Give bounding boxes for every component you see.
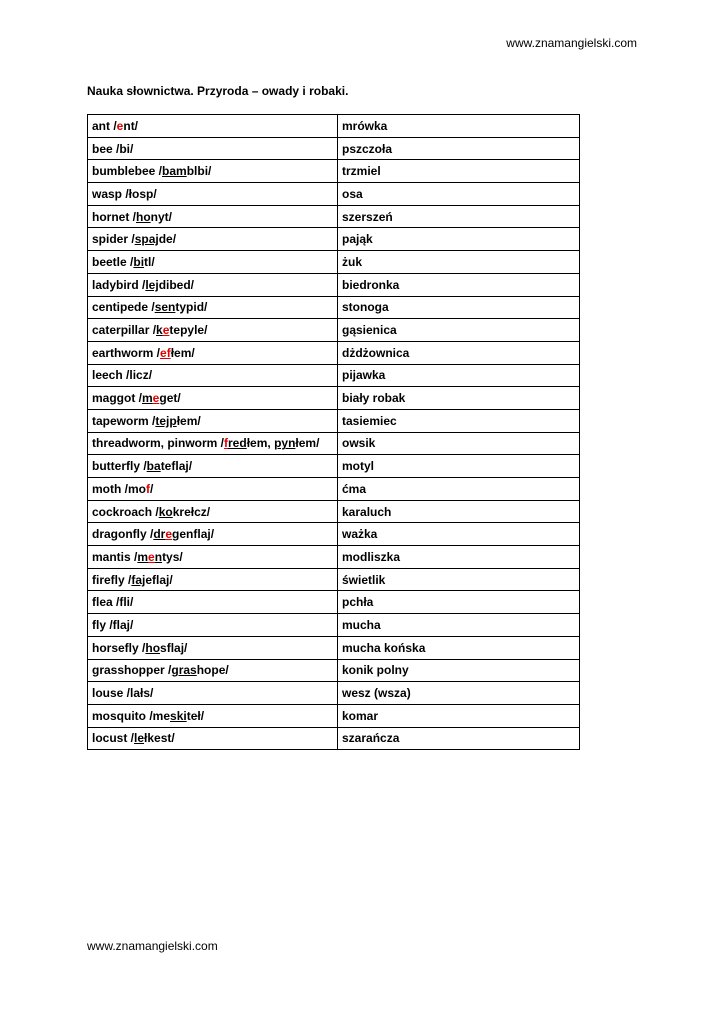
term-segment: de/ <box>158 232 177 247</box>
polish-translation: ważka <box>338 523 580 546</box>
term-segment: ant / <box>92 118 117 133</box>
vocab-row <box>88 432 580 455</box>
term-segment: łem, <box>246 436 275 451</box>
polish-translation: świetlik <box>338 568 580 591</box>
term-segment: łkest/ <box>144 731 175 746</box>
term-segment: earthworm / <box>92 345 161 360</box>
vocab-row <box>88 659 580 682</box>
term-segment: łem/ <box>176 413 201 428</box>
term-segment: eflaj/ <box>145 572 173 587</box>
term-segment: butterfly / <box>92 459 147 474</box>
term-segment: ef <box>160 345 171 360</box>
term-segment: f <box>146 481 150 496</box>
term-segment: leech /licz/ <box>92 368 153 383</box>
polish-translation: wesz (wsza) <box>338 682 580 705</box>
vocab-row <box>88 682 580 705</box>
term-segment: m <box>137 549 149 564</box>
term-segment: louse /lałs/ <box>92 686 154 701</box>
english-term <box>88 636 338 659</box>
polish-translation: mrówka <box>338 115 580 138</box>
vocab-row <box>88 455 580 478</box>
vocab-row <box>88 704 580 727</box>
term-segment: e <box>162 323 170 338</box>
polish-translation: ćma <box>338 478 580 501</box>
term-segment: krełcz/ <box>172 504 211 519</box>
term-segment: dr <box>153 527 166 542</box>
vocab-row <box>88 205 580 228</box>
polish-translation: szerszeń <box>338 205 580 228</box>
vocab-row <box>88 183 580 206</box>
term-segment: le <box>134 731 145 746</box>
term-segment: ho <box>136 209 151 224</box>
term-segment: fly /flaj/ <box>92 617 134 632</box>
polish-translation: osa <box>338 183 580 206</box>
term-segment: ba <box>146 459 161 474</box>
term-segment: tl/ <box>144 254 155 269</box>
footer-url: www.znamangielski.com <box>87 939 218 953</box>
english-term <box>88 387 338 410</box>
english-term <box>88 251 338 274</box>
term-segment: łem/ <box>170 345 195 360</box>
vocab-row <box>88 636 580 659</box>
term-segment: tapeworm / <box>92 413 156 428</box>
term-segment: tys/ <box>162 549 183 564</box>
term-segment: łem/ <box>295 436 320 451</box>
term-segment: nyt/ <box>150 209 173 224</box>
polish-translation: pchła <box>338 591 580 614</box>
term-segment: blbi/ <box>186 164 212 179</box>
english-term <box>88 137 338 160</box>
english-term <box>88 455 338 478</box>
term-segment: get/ <box>159 391 181 406</box>
polish-translation: stonoga <box>338 296 580 319</box>
vocab-row <box>88 500 580 523</box>
vocab-row <box>88 387 580 410</box>
polish-translation: mucha końska <box>338 636 580 659</box>
vocab-row <box>88 478 580 501</box>
term-segment: nt/ <box>123 118 139 133</box>
polish-translation: konik polny <box>338 659 580 682</box>
polish-translation: biedronka <box>338 273 580 296</box>
english-term <box>88 478 338 501</box>
term-segment: f <box>224 436 229 451</box>
term-segment: sen <box>154 300 176 315</box>
vocab-row <box>88 409 580 432</box>
english-term <box>88 409 338 432</box>
term-segment: horsefly / <box>92 640 146 655</box>
term-segment: firefly / <box>92 572 132 587</box>
vocabulary-table-body <box>88 115 580 750</box>
polish-translation: tasiemiec <box>338 409 580 432</box>
term-segment: m <box>142 391 153 406</box>
term-segment: tejp <box>155 413 177 428</box>
term-segment: grasshopper / <box>92 663 172 678</box>
term-segment: n <box>154 549 163 564</box>
term-segment: cockroach / <box>92 504 159 519</box>
term-segment: bi <box>133 254 145 269</box>
english-term <box>88 115 338 138</box>
term-segment: e <box>165 527 173 542</box>
term-segment: dragonfly / <box>92 527 154 542</box>
term-segment: faj <box>131 572 146 587</box>
english-term <box>88 523 338 546</box>
polish-translation: pszczoła <box>338 137 580 160</box>
term-segment: ski <box>170 708 187 723</box>
term-segment: ho <box>145 640 161 655</box>
term-segment: mosquito /me <box>92 708 171 723</box>
vocab-row <box>88 251 580 274</box>
term-segment: teflaj/ <box>160 459 193 474</box>
term-segment: spider / <box>92 232 135 247</box>
term-segment: lej <box>145 277 159 292</box>
vocab-row <box>88 160 580 183</box>
term-segment: spaj <box>134 232 159 247</box>
term-segment: moth /mo <box>92 481 146 496</box>
english-term <box>88 591 338 614</box>
english-term <box>88 319 338 342</box>
term-segment: teł/ <box>186 708 205 723</box>
polish-translation: modliszka <box>338 546 580 569</box>
english-term <box>88 364 338 387</box>
english-term <box>88 160 338 183</box>
term-segment: e <box>116 118 124 133</box>
polish-translation: motyl <box>338 455 580 478</box>
term-segment: locust / <box>92 731 135 746</box>
term-segment: typid/ <box>175 300 208 315</box>
term-segment: beetle / <box>92 254 134 269</box>
vocab-row <box>88 115 580 138</box>
polish-translation: biały robak <box>338 387 580 410</box>
term-segment: e <box>148 549 155 564</box>
polish-translation: dżdżownica <box>338 341 580 364</box>
term-segment: genflaj/ <box>172 527 215 542</box>
term-segment: mantis / <box>92 549 138 564</box>
vocabulary-table <box>87 114 580 750</box>
term-segment: bam <box>162 164 187 179</box>
polish-translation: pająk <box>338 228 580 251</box>
vocab-row <box>88 296 580 319</box>
term-segment: hope/ <box>196 663 229 678</box>
polish-translation: mucha <box>338 614 580 637</box>
vocab-row <box>88 137 580 160</box>
term-segment: gras <box>171 663 197 678</box>
english-term <box>88 704 338 727</box>
vocab-row <box>88 591 580 614</box>
polish-translation: szarańcza <box>338 727 580 750</box>
vocab-row <box>88 727 580 750</box>
english-term <box>88 273 338 296</box>
term-segment: pyn <box>274 436 296 451</box>
english-term <box>88 568 338 591</box>
polish-translation: żuk <box>338 251 580 274</box>
english-term <box>88 296 338 319</box>
term-segment: flea /fli/ <box>92 595 134 610</box>
english-term <box>88 205 338 228</box>
term-segment: ko <box>158 504 173 519</box>
term-segment: threadworm, pinworm / <box>92 436 225 451</box>
english-term <box>88 341 338 364</box>
vocab-row <box>88 364 580 387</box>
term-segment: maggot / <box>92 391 142 406</box>
polish-translation: gąsienica <box>338 319 580 342</box>
english-term <box>88 183 338 206</box>
vocab-row <box>88 341 580 364</box>
term-segment: red <box>228 436 247 451</box>
term-segment: bumblebee / <box>92 164 163 179</box>
polish-translation: owsik <box>338 432 580 455</box>
vocab-row <box>88 273 580 296</box>
polish-translation: pijawka <box>338 364 580 387</box>
vocab-row <box>88 523 580 546</box>
english-term <box>88 614 338 637</box>
english-term <box>88 500 338 523</box>
term-segment: tepyle/ <box>169 323 208 338</box>
vocab-row <box>88 568 580 591</box>
english-term <box>88 228 338 251</box>
term-segment: sflaj/ <box>160 640 188 655</box>
polish-translation: karaluch <box>338 500 580 523</box>
vocab-row <box>88 546 580 569</box>
english-term <box>88 546 338 569</box>
term-segment: bee /bi/ <box>92 141 134 156</box>
polish-translation: komar <box>338 704 580 727</box>
english-term <box>88 727 338 750</box>
page-title: Nauka słownictwa. Przyroda – owady i robaki. <box>87 84 349 98</box>
english-term <box>88 682 338 705</box>
vocab-row <box>88 319 580 342</box>
english-term <box>88 432 338 455</box>
term-segment: hornet / <box>92 209 136 224</box>
vocab-row <box>88 614 580 637</box>
term-segment: k <box>156 323 163 338</box>
term-segment: caterpillar / <box>92 323 157 338</box>
term-segment: ladybird / <box>92 277 146 292</box>
english-term <box>88 659 338 682</box>
polish-translation: trzmiel <box>338 160 580 183</box>
term-segment: e <box>152 391 160 406</box>
term-segment: centipede / <box>92 300 155 315</box>
header-url: www.znamangielski.com <box>506 36 637 50</box>
term-segment: / <box>150 481 154 496</box>
term-segment: wasp /łosp/ <box>92 186 157 201</box>
term-segment: dibed/ <box>158 277 195 292</box>
vocab-row <box>88 228 580 251</box>
